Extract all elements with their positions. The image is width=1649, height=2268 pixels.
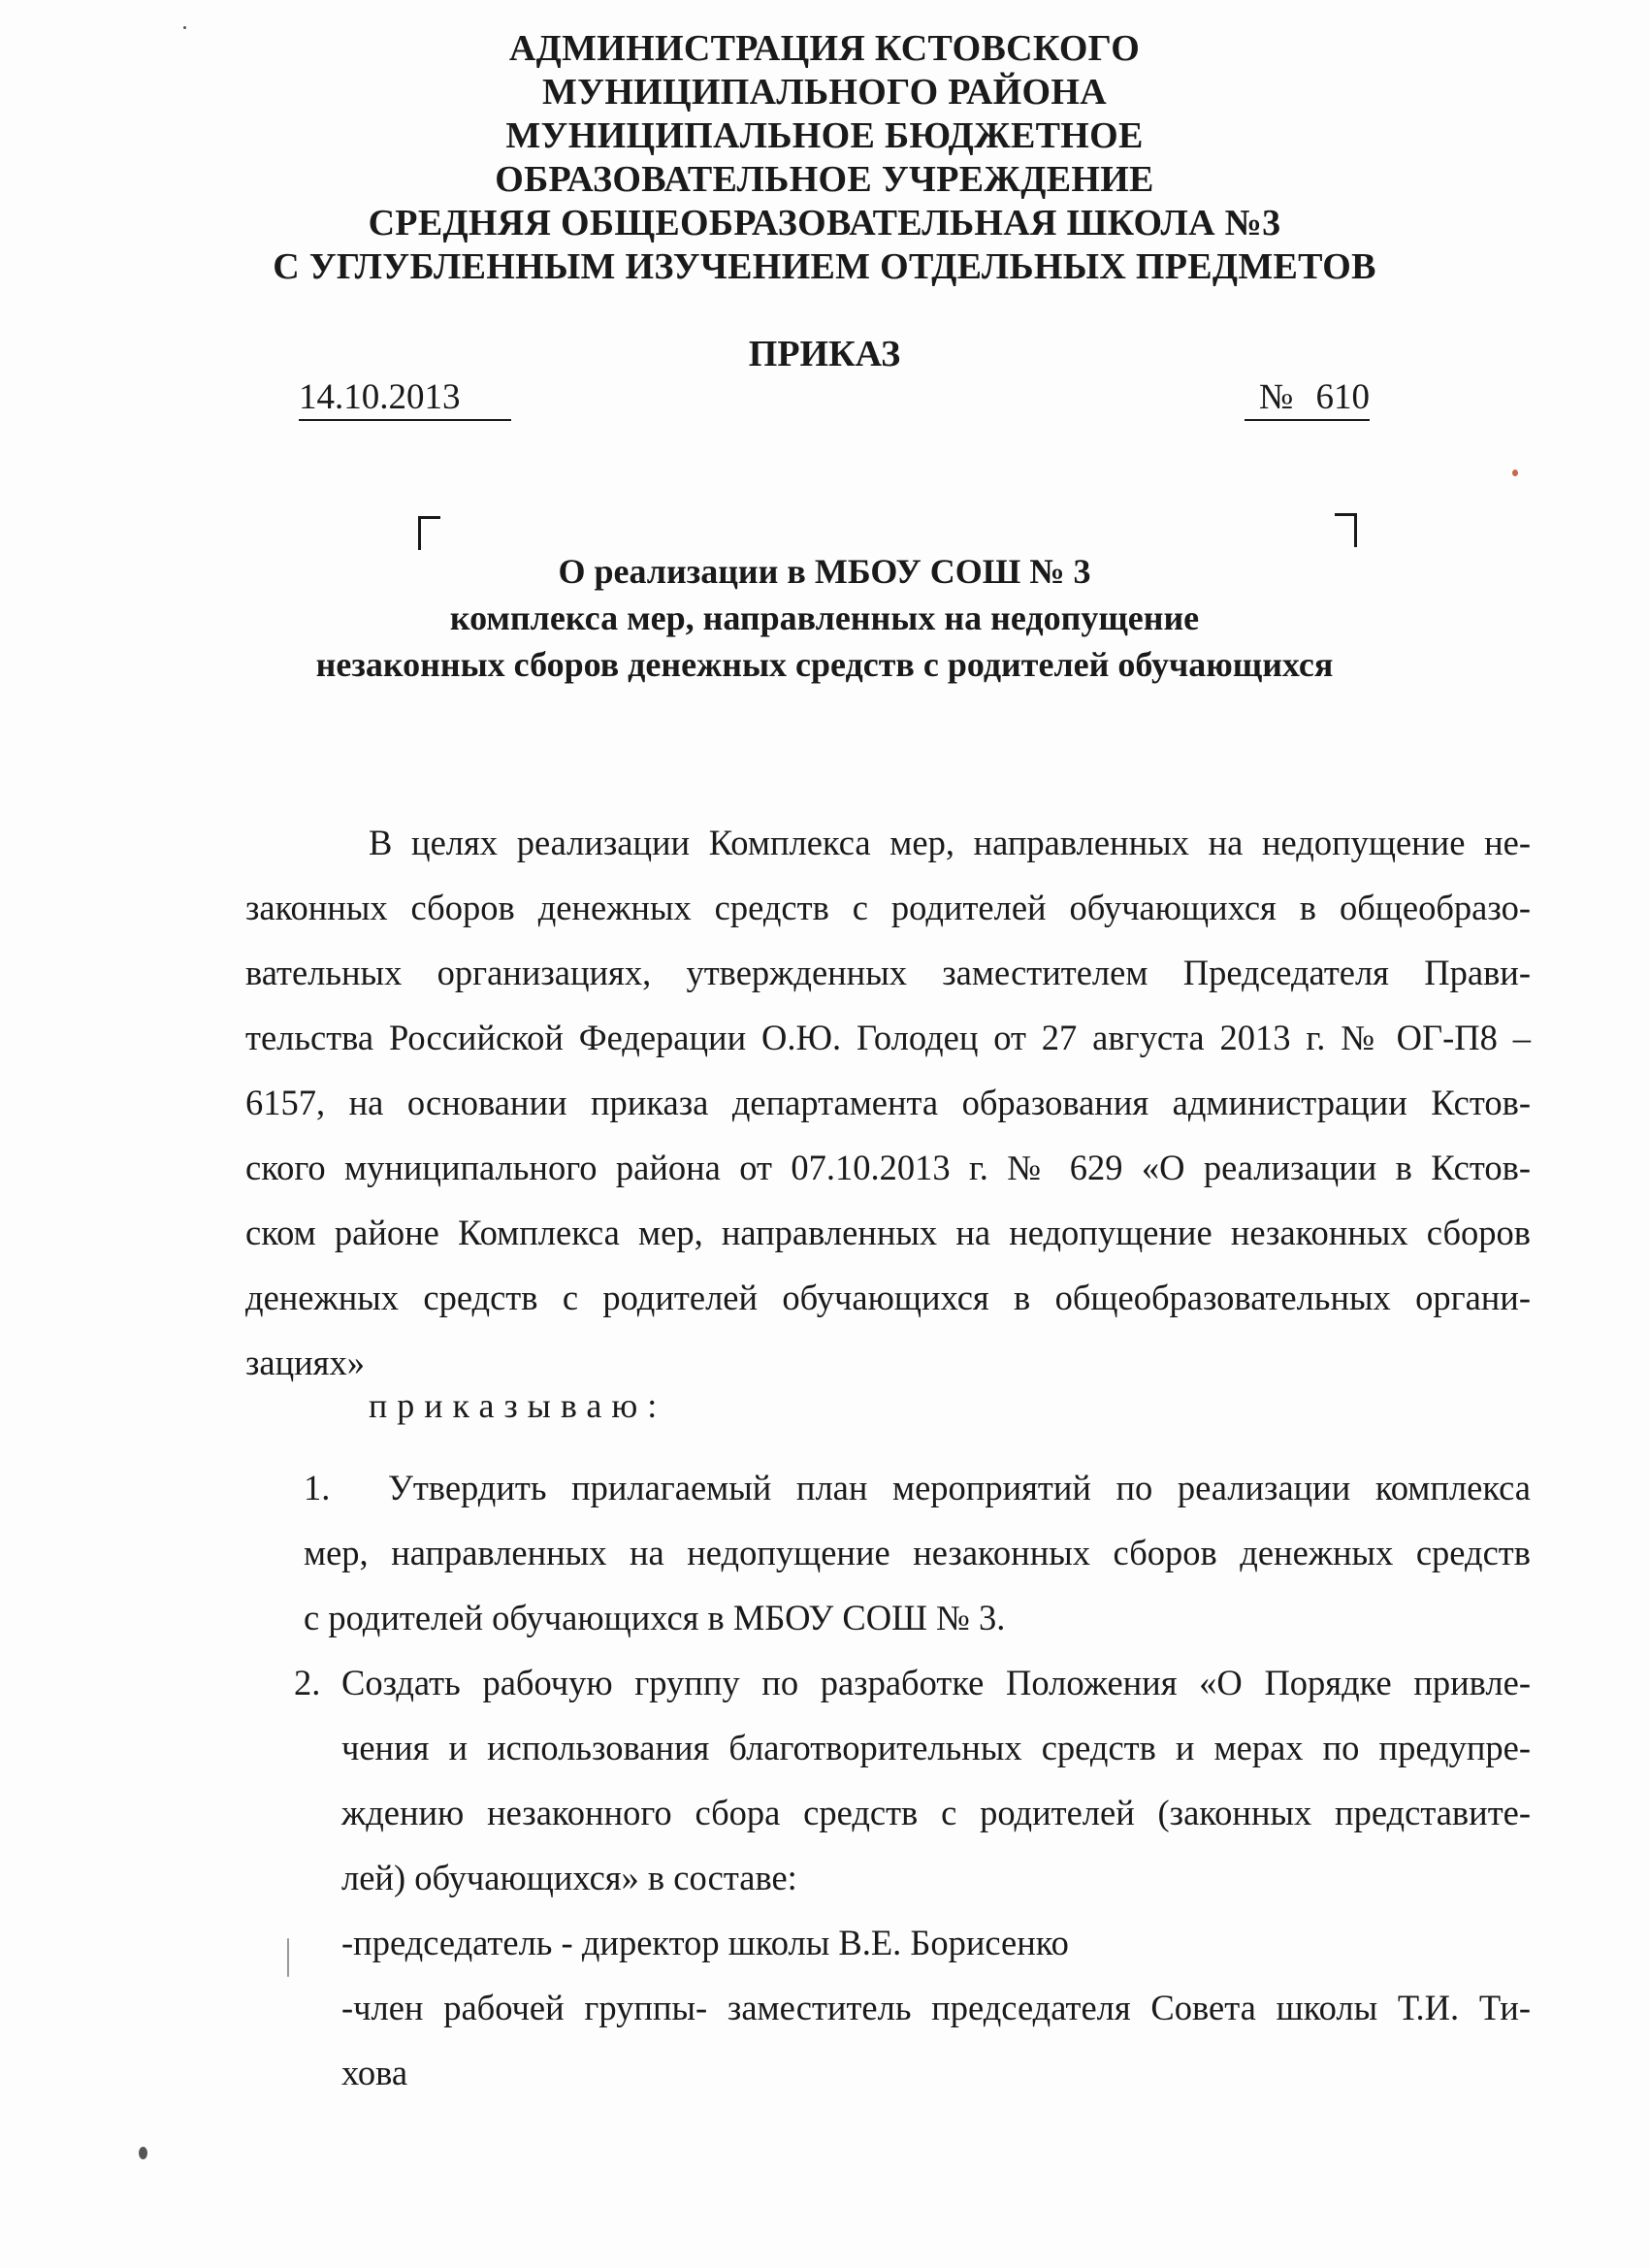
preamble-line: зациях» xyxy=(245,1343,365,1382)
item-line: Утвердить прилагаемый план мероприятий по реализации комплекса xyxy=(388,1468,1531,1507)
header-line: ОБРАЗОВАТЕЛЬНОЕ УЧРЕЖДЕНИЕ xyxy=(495,159,1154,200)
institution-header xyxy=(0,27,1649,289)
subject-bracket-right xyxy=(1335,513,1357,547)
preamble xyxy=(245,810,1531,1395)
scan-speck xyxy=(287,1938,289,1977)
scan-speck xyxy=(1512,470,1518,476)
item-line: хова xyxy=(341,2053,408,2092)
order-subject xyxy=(0,548,1649,688)
preamble-line: законных сборов денежных средств с родителей обучающихся в общеобразо- xyxy=(245,888,1531,927)
item-line: чения и использования благотворительных средств и мерах по предупре- xyxy=(341,1728,1531,1767)
header-line: СРЕДНЯЯ ОБЩЕОБРАЗОВАТЕЛЬНАЯ ШКОЛА №3 xyxy=(368,203,1281,243)
item-line: -председатель - директор школы В.Е. Борисенко xyxy=(341,1923,1069,1962)
header-line: МУНИЦИПАЛЬНОЕ БЮДЖЕТНОЕ xyxy=(505,115,1144,156)
item-line: -член рабочей группы- заместитель председателя Совета школы Т.И. Ти- xyxy=(341,1988,1531,2027)
preamble-line: ском районе Комплекса мер, направленных на недопущение незаконных сборов xyxy=(245,1213,1531,1252)
preamble-line: вательных организациях, утвержденных заместителем Председателя Прави- xyxy=(245,953,1531,992)
item-line: мер, направленных на недопущение незаконных сборов денежных средств xyxy=(304,1533,1531,1572)
order-directive-word: приказываю: xyxy=(369,1386,667,1425)
order-number: № 610 xyxy=(1245,376,1370,421)
item-line: лей) обучающихся» в составе: xyxy=(341,1858,797,1897)
order-title: ПРИКАЗ xyxy=(748,334,901,374)
preamble-line: денежных средств с родителей обучающихся в общеобразовательных органи- xyxy=(245,1278,1531,1317)
header-line: МУНИЦИПАЛЬНОГО РАЙОНА xyxy=(541,72,1108,113)
preamble-line: В целях реализации Комплекса мер, направленных на недопущение не- xyxy=(369,823,1531,862)
subject-line: незаконных сборов денежных средств с родителей обучающихся xyxy=(315,645,1334,684)
item-line: с родителей обучающихся в МБОУ СОШ № 3. xyxy=(304,1598,1006,1637)
item-line: Создать рабочую группу по разработке Положения «О Порядке привле- xyxy=(341,1663,1531,1702)
preamble-line: тельства Российской Федерации О.Ю. Голодец от 27 августа 2013 г. № ОГ-П8 – xyxy=(245,1018,1531,1057)
header-line: АДМИНИСТРАЦИЯ КСТОВСКОГО xyxy=(508,28,1141,69)
item-line: ждению незаконного сбора средств с родителей (законных представите- xyxy=(341,1793,1531,1832)
scan-speck xyxy=(139,2147,147,2159)
subject-line: комплекса мер, направленных на недопущение xyxy=(449,599,1200,637)
item-number: 2. xyxy=(294,1663,321,1702)
order-date: 14.10.2013 xyxy=(299,376,511,421)
preamble-line: 6157, на основании приказа департамента образования администрации Кстов- xyxy=(245,1083,1531,1122)
subject-bracket-left xyxy=(418,516,440,550)
header-line: С УГЛУБЛЕННЫМ ИЗУЧЕНИЕМ ОТДЕЛЬНЫХ ПРЕДМЕТОВ xyxy=(273,246,1376,287)
preamble-line: ского муниципального района от 07.10.2013 г. № 629 «О реализации в Кстов- xyxy=(245,1148,1531,1187)
subject-line: О реализации в МБОУ СОШ № 3 xyxy=(558,552,1091,591)
item-number: 1. xyxy=(304,1468,331,1507)
